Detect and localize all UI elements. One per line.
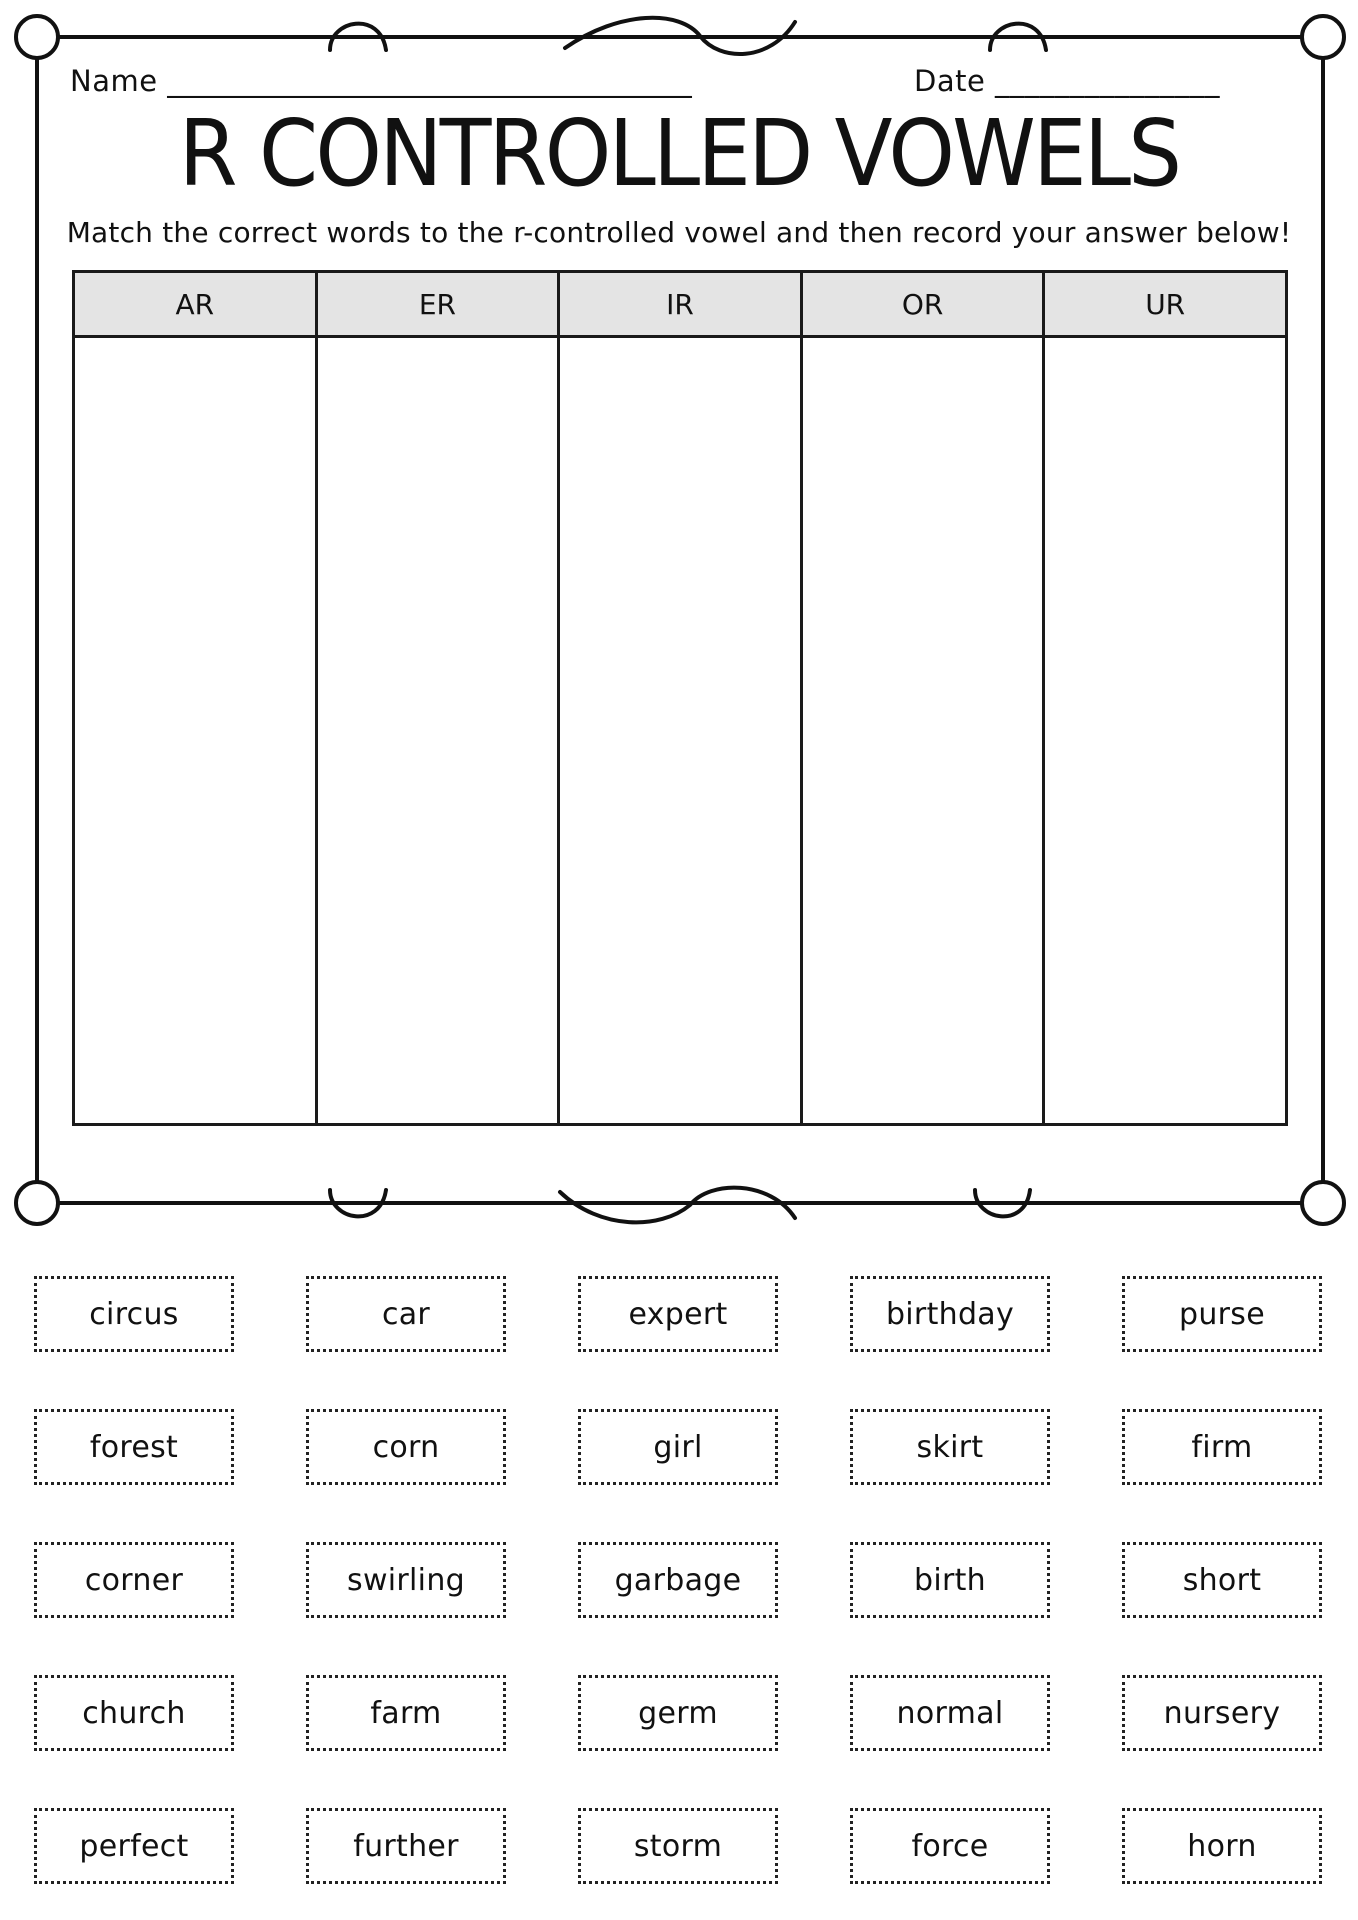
word-card[interactable]: birth: [850, 1542, 1050, 1618]
column-answer-area-er[interactable]: [318, 338, 558, 1123]
column-header-ar: AR: [75, 273, 315, 338]
word-card[interactable]: germ: [578, 1675, 778, 1751]
column-header-ur: UR: [1045, 273, 1285, 338]
word-card[interactable]: skirt: [850, 1409, 1050, 1485]
word-card[interactable]: firm: [1122, 1409, 1322, 1485]
word-card[interactable]: birthday: [850, 1276, 1050, 1352]
word-card[interactable]: corn: [306, 1409, 506, 1485]
word-card[interactable]: garbage: [578, 1542, 778, 1618]
name-field-label[interactable]: Name ___________________________________: [70, 64, 693, 98]
word-card[interactable]: perfect: [34, 1808, 234, 1884]
word-card[interactable]: short: [1122, 1542, 1322, 1618]
page-title: R CONTROLLED VOWELS: [178, 100, 1180, 207]
column-ur: [1045, 273, 1285, 1123]
word-card[interactable]: farm: [306, 1675, 506, 1751]
column-er: [318, 273, 561, 1123]
column-header-er: ER: [318, 273, 558, 338]
word-card[interactable]: church: [34, 1675, 234, 1751]
sorting-chart: [72, 270, 1288, 1126]
word-card[interactable]: storm: [578, 1808, 778, 1884]
word-card[interactable]: normal: [850, 1675, 1050, 1751]
word-card[interactable]: car: [306, 1276, 506, 1352]
word-card[interactable]: force: [850, 1808, 1050, 1884]
column-answer-area-ar[interactable]: [75, 338, 315, 1123]
date-field-label[interactable]: Date _______________: [914, 64, 1221, 98]
word-card[interactable]: swirling: [306, 1542, 506, 1618]
column-or: [803, 273, 1046, 1123]
corner-circle-bottom-right: [1302, 1182, 1344, 1224]
instructions-text: Match the correct words to the r-controlled vowel and then record your answer below!: [66, 216, 1292, 249]
word-card[interactable]: purse: [1122, 1276, 1322, 1352]
word-card[interactable]: corner: [34, 1542, 234, 1618]
corner-circle-top-left: [16, 16, 58, 58]
word-card[interactable]: further: [306, 1808, 506, 1884]
column-header-ir: IR: [560, 273, 800, 338]
word-card[interactable]: circus: [34, 1276, 234, 1352]
corner-circle-bottom-left: [16, 1182, 58, 1224]
column-ir: [560, 273, 803, 1123]
word-card[interactable]: horn: [1122, 1808, 1322, 1884]
word-card[interactable]: nursery: [1122, 1675, 1322, 1751]
column-answer-area-ur[interactable]: [1045, 338, 1285, 1123]
column-answer-area-or[interactable]: [803, 338, 1043, 1123]
word-card[interactable]: girl: [578, 1409, 778, 1485]
column-ar: [75, 273, 318, 1123]
word-card[interactable]: forest: [34, 1409, 234, 1485]
word-card[interactable]: expert: [578, 1276, 778, 1352]
column-header-or: OR: [803, 273, 1043, 338]
corner-circle-top-right: [1302, 16, 1344, 58]
column-answer-area-ir[interactable]: [560, 338, 800, 1123]
